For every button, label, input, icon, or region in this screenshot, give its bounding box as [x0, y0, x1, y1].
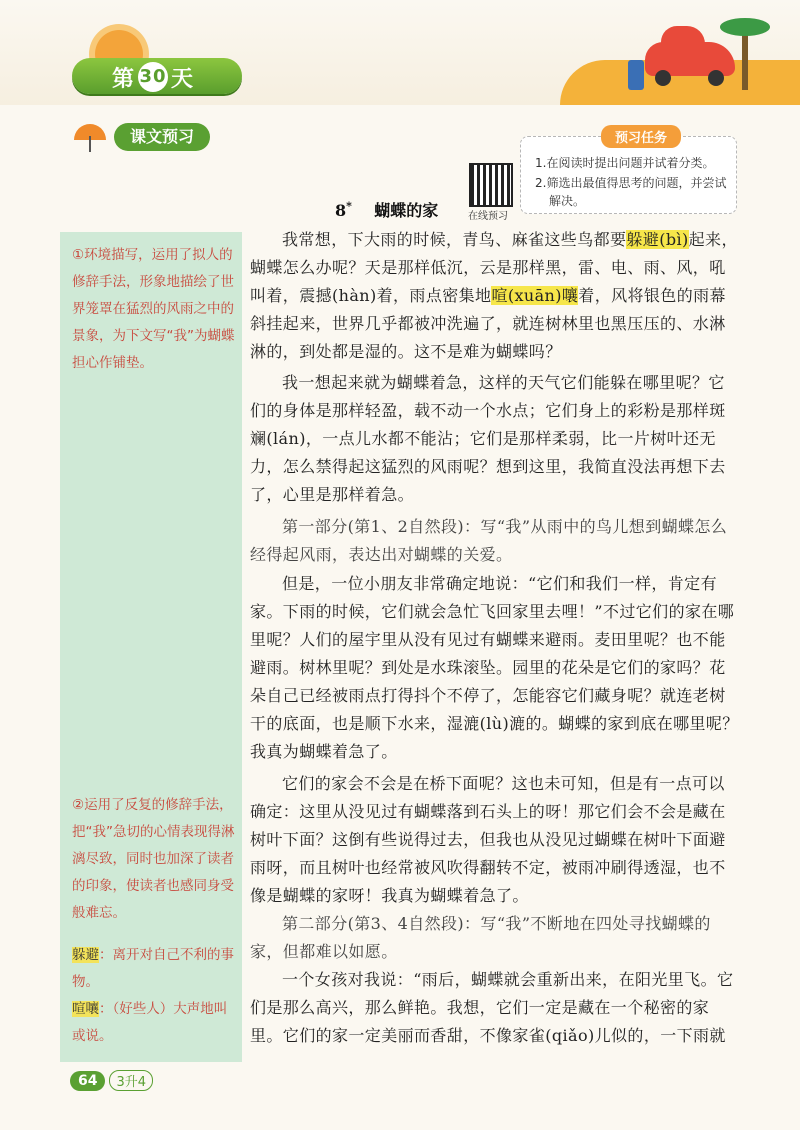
- paragraph-3: 但是，一位小朋友非常确定地说：“它们和我们一样，肯定有家。下雨的时候，它们就会急忙飞回家里去哩！”不过它们的家在哪里呢？人们的屋宇里从没有见过有蝴蝶来避雨。麦田里呢？也不能避雨。树林里呢？到处是水珠滚坠。园里的花朵是它们的家吗？花朵自己已经被雨点打得抖个不停了，怎能容它们藏身呢？就连老树干的底面，也是顺下水来，湿漉(lù)漉的。蝴蝶的家到底在哪里呢？我真为蝴蝶着急了。: [250, 574, 739, 761]
- task-item: 1.在阅读时提出问题并试着分类。: [535, 156, 715, 170]
- paragraph-4: 它们的家会不会是在桥下面呢？这也未可知，但是有一点可以确定：这里从没见过有蝴蝶落到石头上的呀！那它们会不会是藏在树叶下面？这倒有些说得过去，但我也从没见过蝴蝶在树叶下面避雨呀，而且树叶也经常被风吹得翻转不定，被雨冲刷得透湿，也不像是蝴蝶的家呀！我真为蝴蝶着急了。: [250, 774, 726, 905]
- day-label: [112, 62, 194, 92]
- highlight-term: 喧(xuān)嚷: [491, 286, 579, 305]
- paragraph-2: 我一想起来就为蝴蝶着急，这样的天气它们能躲在哪里呢？它们的身体是那样轻盈，载不动一个水点；它们身上的彩粉是那样斑斓(lán)，一点儿水都不能沾；它们是那样柔弱，比一片树叶还无力，怎么禁得起这猛烈的风雨呢？想到这里，我简直没法再想下去了，心里是那样着急。: [250, 373, 726, 504]
- day-number: 30: [138, 62, 168, 92]
- gloss-1: [72, 942, 238, 996]
- task-item: 2.筛选出最值得思考的问题，并尝试: [535, 176, 727, 190]
- gloss-term: 喧嚷: [72, 1001, 99, 1017]
- text-run: 我常想，下大雨的时候，青鸟、麻雀这些鸟都要: [282, 230, 627, 249]
- day-prefix: 第: [112, 66, 136, 92]
- section-label: 课文预习: [114, 123, 210, 151]
- lesson-number: 8: [335, 201, 347, 220]
- page-footer: [70, 1070, 153, 1091]
- lesson-title-text: 蝴蝶的家: [374, 201, 439, 220]
- gloss-def: ：（好些人）大声地叫或说。: [72, 1001, 228, 1044]
- beach-umbrella-icon: [70, 122, 110, 152]
- task-title: 预习任务: [601, 125, 681, 148]
- wheel-icon: [708, 70, 724, 86]
- preview-task-box: [520, 131, 737, 214]
- day-suffix: 天: [171, 66, 195, 92]
- lesson-mark: *: [346, 199, 352, 213]
- qr-code[interactable]: [471, 165, 511, 205]
- wheel-icon: [655, 70, 671, 86]
- highlight-term: 躲避(bì): [626, 230, 689, 249]
- text-run: 起来，蝴蝶怎么办呢？天是那样低沉，云是那样黑，雷、电、雨、风，吼叫着，震撼(hàn)着，雨点密集地: [250, 230, 738, 305]
- grade-label: 3升4: [109, 1070, 153, 1091]
- section-tag: [70, 122, 210, 152]
- suitcase-icon: [628, 60, 644, 90]
- summary-1: 第一部分(第1、2自然段)：写“我”从雨中的鸟儿想到蝴蝶怎么经得起风雨，表达出对蝴蝶的关爱。: [250, 517, 728, 564]
- annotation-2: ②运用了反复的修辞手法，把“我”急切的心情表现得淋漓尽致，同时也加深了读者的印象，使读者也感同身受般难忘。: [72, 797, 235, 921]
- summary-2: 第二部分(第3、4自然段)：写“我”不断地在四处寻找蝴蝶的家，但都难以如愿。: [250, 914, 711, 961]
- palm-tree-icon: [742, 28, 748, 90]
- gloss-term: 躲避: [72, 947, 99, 963]
- gloss-def: ：离开对自己不利的事物。: [72, 947, 234, 990]
- page-number: 64: [70, 1071, 105, 1091]
- gloss-2: [72, 996, 238, 1050]
- paragraph-5: 一个女孩对我说：“雨后，蝴蝶就会重新出来，在阳光里飞。它们是那么高兴，那么鲜艳。我想，它们一定是藏在一个秘密的家里。它们的家一定美丽而香甜，不像家雀(qiǎo)儿似的，一下雨就: [250, 970, 734, 1045]
- qr-caption: 在线预习: [468, 211, 508, 222]
- task-item: 解决。: [549, 194, 586, 208]
- paragraph-1: [250, 226, 740, 366]
- text-run: 着，风将银色的雨幕斜挂起来，世界几乎都被冲洗遍了，就连树林里也黑压压的、水淋淋的，到处都是湿的。这不是难为蝴蝶吗？: [250, 286, 726, 361]
- annotation-1: ①环境描写，运用了拟人的修辞手法，形象地描绘了世界笼罩在猛烈的风雨之中的景象，为下文写“我”为蝴蝶担心作铺垫。: [72, 247, 235, 371]
- lesson-title: [335, 198, 438, 221]
